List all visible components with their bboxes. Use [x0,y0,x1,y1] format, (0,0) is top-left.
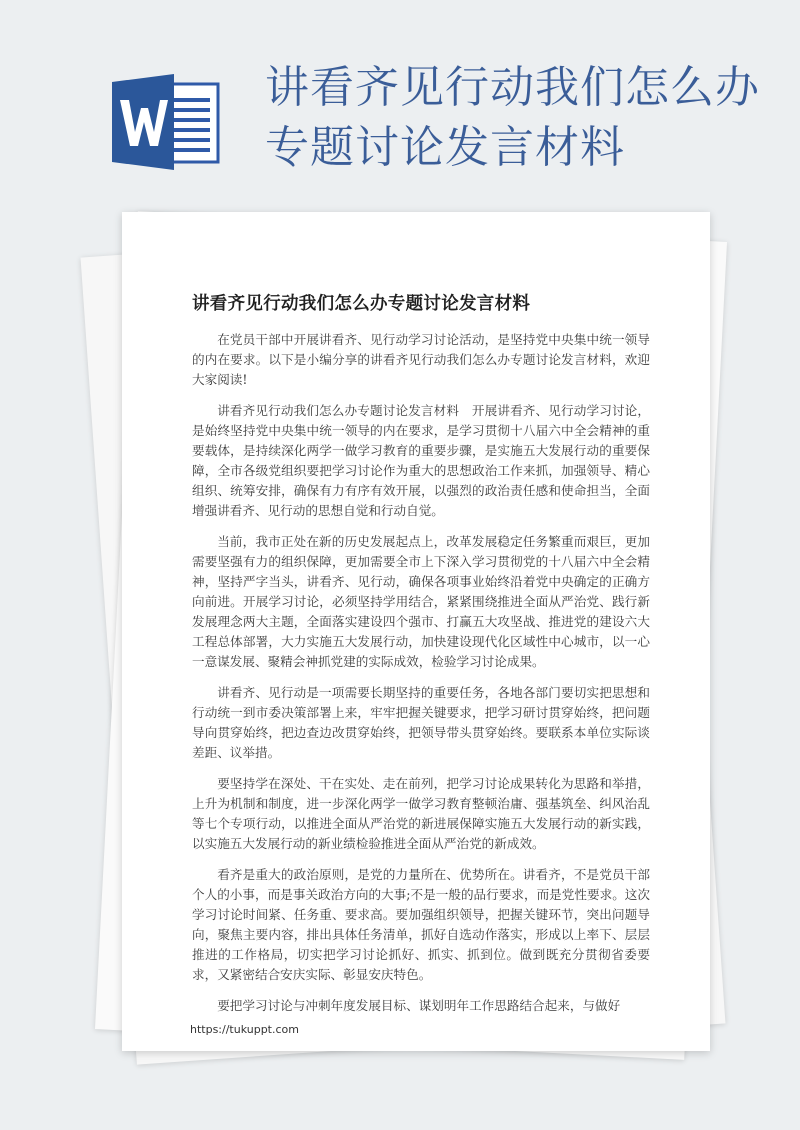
paragraph: 要把学习讨论与冲刺年度发展目标、谋划明年工作思路结合起来，与做好 [217,998,621,1013]
paragraph: 讲看齐见行动我们怎么办专题讨论发言材料 开展讲看齐、见行动学习讨论，是始终坚持党中央集中统一领导的内在要求，是学习贯彻十八届六中全会精神的重要载体，是持续深化两学一做学习教育的重要步骤，是实施五大发展行动的重要保障，全市各级党组织要把学习讨论作为重大的思想政治工作来抓，加强领导、精心组织、统筹安排，确保有力有序有效开展，以强烈的政治责任感和使命担当，全面增强讲看齐、见行动的思想自觉和行动自觉。 [192,403,650,518]
document-body [192,330,650,1027]
source-url[interactable]: https://tukuppt.com [190,1023,299,1036]
word-document-icon [112,74,220,170]
header-banner [0,0,800,200]
paragraph: 在党员干部中开展讲看齐、见行动学习讨论活动，是坚持党中央集中统一领导的内在要求。以下是小编分享的讲看齐见行动我们怎么办专题讨论发言材料，欢迎大家阅读! [192,332,650,387]
paragraph: 当前，我市正处在新的历史发展起点上，改革发展稳定任务繁重而艰巨，更加需要坚强有力的组织保障，更加需要全市上下深入学习贯彻党的十八届六中全会精神，坚持严字当头，讲看齐、见行动，确保各项事业始终沿着党中央确定的正确方向前进。开展学习讨论，必须坚持学用结合，紧紧围绕推进全面从严治党、践行新发展理念两大主题，全面落实建设四个强市、打赢五大攻坚战、推进党的建设六大工程总体部署，大力实施五大发展行动，加快建设现代化区域性中心城市，以一心一意谋发展、聚精会神抓党建的实际成效，检验学习讨论成果。 [192,534,650,669]
paragraph: 要坚持学在深处、干在实处、走在前列，把学习讨论成果转化为思路和举措，上升为机制和制度，进一步深化两学一做学习教育整顿治庸、强基筑垒、纠风治乱等七个专项行动，以推进全面从严治党的新进展保障实施五大发展行动的新实践，以实施五大发展行动的新业绩检验推进全面从严治党的新成效。 [192,776,650,851]
paragraph: 看齐是重大的政治原则，是党的力量所在、优势所在。讲看齐，不是党员干部个人的小事，而是事关政治方向的大事;不是一般的品行要求，而是党性要求。这次学习讨论时间紧、任务重、要求高。要加强组织领导，把握关键环节，突出问题导向，聚焦主要内容，排出具体任务清单，抓好自选动作落实，形成以上率下、层层推进的工作格局，切实把学习讨论抓好、抓实、抓到位。做到既充分贯彻省委要求，又紧密结合安庆实际、彰显安庆特色。 [192,867,650,982]
document-title: 讲看齐见行动我们怎么办专题讨论发言材料 [192,294,531,314]
paragraph: 讲看齐、见行动是一项需要长期坚持的重要任务，各地各部门要切实把思想和行动统一到市委决策部署上来，牢牢把握关键要求，把学习研讨贯穿始终，把问题导向贯穿始终，把边查边改贯穿始终，把领导带头贯穿始终。要联系本单位实际谈差距、议举措。 [192,685,650,760]
document-page [122,212,710,1051]
header-title: 讲看齐见行动我们怎么办专题讨论发言材料 [265,62,760,173]
